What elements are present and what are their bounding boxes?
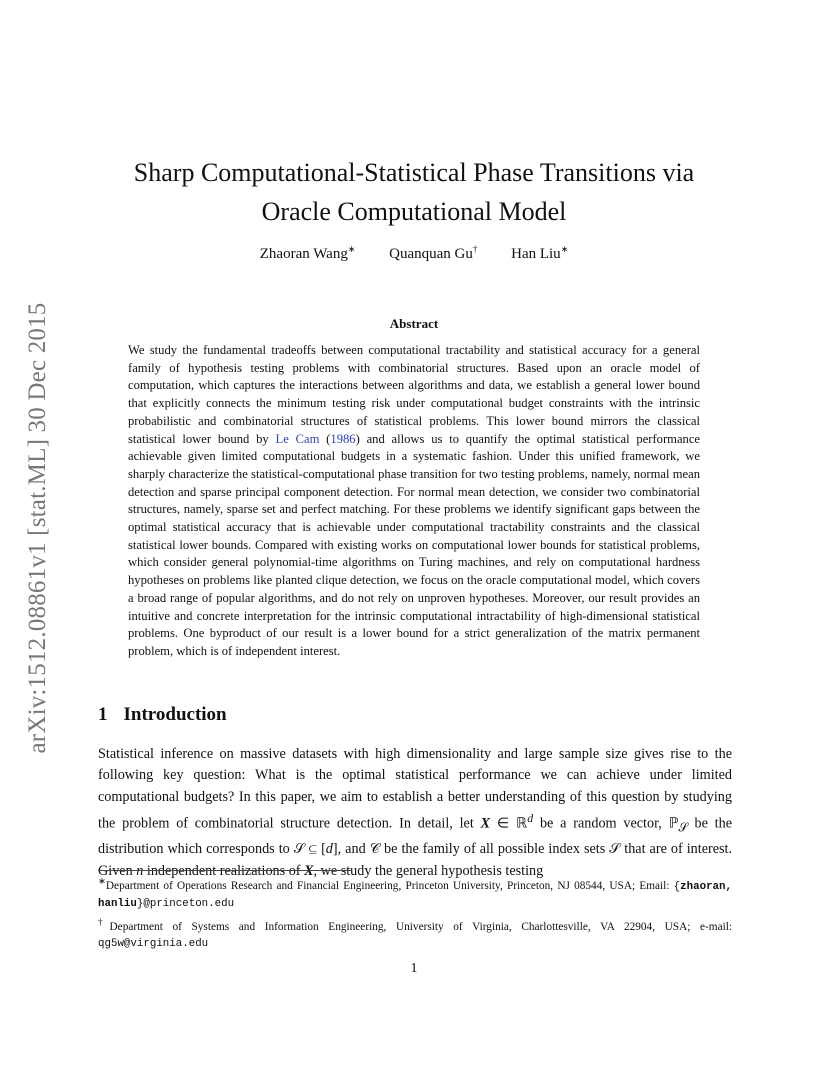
footnote-mark: †: [98, 917, 110, 928]
email-domain: }@princeton.edu: [136, 898, 235, 911]
citation-paren: (: [319, 431, 331, 446]
section-heading: [98, 704, 227, 726]
footnote-2: [98, 915, 732, 953]
paper-title: [60, 153, 768, 231]
affiliation-mark: ∗: [347, 244, 356, 254]
footnote-text: Department of Operations Research and Financial Engineering, Princeton University, Princeton, NJ 08544, USA; Email:: [105, 879, 674, 892]
footnote-text: Department of Systems and Information Engineering, University of Virginia, Charlottesville, VA 22904, USA; e-mail:: [109, 920, 733, 933]
email-address: qg5w@virginia.edu: [98, 937, 209, 950]
intro-text: be the family of all possible index sets: [380, 841, 610, 858]
footnote-mark: ∗: [98, 877, 106, 887]
footnote-1: [98, 874, 732, 913]
math-var: d: [527, 811, 534, 826]
footnotes: [98, 874, 732, 952]
author: [389, 246, 477, 262]
intro-text: be the distribution which corresponds to: [98, 815, 733, 858]
section-title: Introduction: [123, 704, 227, 725]
page-number: 1: [410, 961, 418, 976]
title-line-1: Sharp Computational-Statistical Phase Transitions via: [133, 158, 695, 187]
author-list: [60, 244, 768, 263]
affiliation-mark: ∗: [560, 244, 569, 254]
abstract-text: ) and allows us to quantify the optimal statistical performance achievable given limited computational budgets in a systematic fashion. Under this unified framework, we sharply characterize the statistical-computational phase transition for two testing problems, namely, normal mean detection and sparse principal component detection. For normal mean detection, we consider two combinatorial structures, namely, sparse set and perfect matching. For these problems we identify significant gaps between the optimal statistical accuracy that is achievable under computational tractability constraints and the classical statistical lower bounds. Compared with existing works on computational lower bounds for statistical problems, which consider general polynomial-time algorithms on Turing machines, and rely on computational hardness hypotheses on problems like planted clique detection, we focus on the oracle computational model, which covers a broad range of popular algorithms, and do not rely on unproven hypotheses. Moreover, our result provides an intuitive and concrete interpretation for the intrinsic computational intractability of high-dimensional statistical problems. One byproduct of our result is a lower bound for a strict generalization of the matrix permanent problem, which is of independent interest.: [128, 431, 701, 658]
abstract-body: [128, 342, 700, 661]
intro-text: ], and: [332, 841, 370, 858]
author: [511, 246, 568, 262]
citation-link-author[interactable]: Le Cam: [275, 431, 320, 446]
abstract-heading: Abstract: [389, 316, 439, 331]
math-symbol: 𝒮: [678, 820, 688, 835]
math-symbol: ⊆ [: [304, 841, 326, 858]
section-number: 1: [98, 704, 108, 725]
intro-text: independent realizations of: [143, 862, 305, 879]
intro-text: Statistical inference on massive datasets with high dimensionality and large sample size gives rise to the following key question: What is the optimal statistical performance we can achieve under limited computational budgets? In this paper, we aim to establish a better understanding of this question by studying the problem of combinatorial structure detection. In detail, let: [98, 746, 732, 832]
intro-text: be a random vector,: [533, 815, 669, 832]
arxiv-sidebar-stamp: [20, 278, 56, 778]
intro-paragraph: [98, 744, 732, 882]
citation-link-year[interactable]: 1986: [330, 431, 356, 446]
author-name: Quanquan Gu: [389, 246, 473, 262]
email-usernames: zhaoran, hanliu: [98, 880, 732, 911]
author: [260, 246, 356, 262]
math-var: n: [136, 862, 144, 879]
math-symbol: 𝒮: [609, 841, 621, 858]
math-symbol: ℙ: [668, 815, 679, 832]
abstract-text: We study the fundamental tradeoffs between computational tractability and statistical accuracy for a general family of hypothesis testing problems with combinatorial structures. Based upon an oracle model of computation, which captures the interactions between algorithms and data, we establish a general lower bound that explicitly connects the minimum testing risk under computational budget constraints with the intrinsic probabilistic and combinatorial structures of statistical problems. This lower bound mirrors the classical statistical lower bound by: [128, 343, 700, 446]
affiliation-mark: †: [472, 244, 478, 254]
arxiv-identifier: arXiv:1512.08861v1 [stat.ML] 30 Dec 2015: [24, 302, 51, 754]
math-symbol: 𝒮: [293, 841, 305, 858]
math-var: X: [304, 862, 314, 879]
email-brace: {: [673, 880, 681, 893]
math-symbol: ∈ ℝ: [490, 815, 528, 832]
author-name: Han Liu: [511, 246, 561, 262]
intro-text: that are of interest. Given: [98, 841, 733, 879]
math-symbol: 𝒞: [369, 841, 381, 858]
math-var: X: [480, 815, 491, 832]
author-name: Zhaoran Wang: [259, 246, 348, 262]
title-line-2: Oracle Computational Model: [261, 197, 567, 226]
footnote-rule: [98, 870, 352, 871]
math-var: d: [325, 841, 333, 858]
intro-text: , we study the general hypothesis testing: [313, 862, 544, 879]
